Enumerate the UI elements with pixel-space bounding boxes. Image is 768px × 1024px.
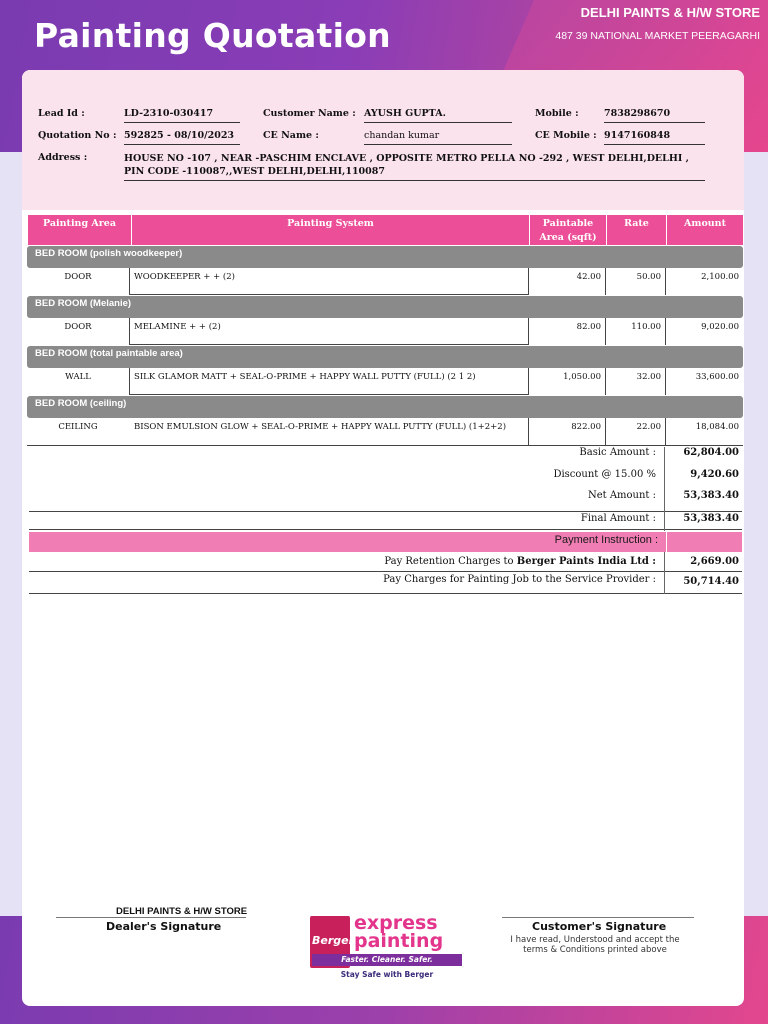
- divider: [528, 268, 529, 295]
- retention-company: Berger Paints India Ltd :: [516, 556, 656, 567]
- logo-painting-text: painting: [354, 930, 444, 952]
- row-sqft: 42.00: [576, 272, 601, 282]
- divider: [29, 529, 742, 530]
- divider: [664, 447, 665, 531]
- store-address: 487 39 NATIONAL MARKET PEERAGARHI: [555, 30, 760, 42]
- row-system: SILK GLAMOR MATT + SEAL-O-PRIME + HAPPY WALL PUTTY (FULL) (2 1 2): [134, 372, 476, 382]
- divider: [29, 593, 742, 594]
- row-area: WALL: [65, 372, 91, 382]
- net-amount-value: 53,383.40: [683, 490, 739, 501]
- basic-amount-value: 62,804.00: [683, 447, 739, 458]
- store-name: DELHI PAINTS & H/W STORE: [580, 5, 760, 20]
- logo-tagline: Stay Safe with Berger: [340, 970, 434, 979]
- divider: [27, 445, 743, 446]
- ce-name-label: CE Name :: [263, 130, 319, 141]
- row-system: MELAMINE + + (2): [134, 322, 221, 332]
- lead-id-value: LD-2310-030417: [124, 108, 240, 123]
- lead-id-label: Lead Id :: [38, 108, 85, 119]
- row-sqft: 1,050.00: [563, 372, 601, 382]
- row-system: WOODKEEPER + + (2): [134, 272, 235, 282]
- final-amount-label: Final Amount :: [580, 513, 656, 524]
- row-rate: 110.00: [631, 322, 661, 332]
- mobile-value: 7838298670: [604, 108, 705, 123]
- col-rate: Rate: [606, 215, 666, 245]
- divider: [129, 294, 529, 295]
- divider: [664, 552, 665, 594]
- customer-name-value: AYUSH GUPTA.: [364, 108, 512, 123]
- section-header: BED ROOM (polish woodkeeper): [27, 246, 743, 268]
- ce-name-value: chandan kumar: [364, 130, 512, 145]
- row-rate: 22.00: [636, 422, 661, 432]
- row-sqft: 822.00: [571, 422, 601, 432]
- customer-signature-note: I have read, Understood and accept the terms & Conditions printed above: [510, 935, 680, 955]
- section-header: BED ROOM (Melanie): [27, 296, 743, 318]
- quotation-no-label: Quotation No :: [38, 130, 117, 141]
- table-row: [27, 268, 743, 295]
- quotation-no-value: 592825 - 08/10/2023: [124, 130, 240, 145]
- payment-bar-cell: [666, 532, 742, 552]
- col-amount: Amount: [666, 215, 743, 245]
- discount-value: 9,420.60: [690, 469, 739, 480]
- retention-label: [384, 556, 656, 567]
- divider: [129, 318, 130, 345]
- net-amount-label: Net Amount :: [587, 490, 656, 501]
- payment-instruction-bar: [29, 532, 742, 552]
- divider: [528, 318, 529, 345]
- divider: [528, 368, 529, 395]
- retention-value: 2,669.00: [690, 556, 739, 567]
- col-paintable-area: Paintable Area (sqft): [529, 215, 606, 245]
- basic-amount-label: Basic Amount :: [579, 447, 656, 458]
- address-line-2: PIN CODE -110087,,WEST DELHI,DELHI,110087: [124, 166, 385, 177]
- berger-logo-text: Berger: [312, 934, 355, 947]
- divider: [665, 268, 666, 295]
- right-margin: [744, 152, 768, 916]
- dealer-signature-label: Dealer's Signature: [106, 920, 222, 933]
- customer-signature-label: Customer's Signature: [532, 920, 667, 933]
- divider: [129, 368, 130, 395]
- divider: [605, 368, 606, 395]
- section-header: BED ROOM (ceiling): [27, 396, 743, 418]
- mobile-label: Mobile :: [535, 108, 579, 119]
- retention-prefix: Pay Retention Charges to: [384, 556, 517, 567]
- divider: [605, 318, 606, 345]
- divider: [528, 418, 529, 445]
- provider-value: 50,714.40: [683, 576, 739, 587]
- col-painting-area: Painting Area: [43, 218, 116, 229]
- divider: [29, 511, 742, 512]
- customer-signature-line: [502, 917, 694, 918]
- logo-express-text: express: [354, 912, 438, 934]
- left-margin: [0, 152, 22, 916]
- table-row: [27, 368, 743, 395]
- row-amount: 18,084.00: [695, 422, 739, 432]
- row-amount: 33,600.00: [695, 372, 739, 382]
- ce-mobile-label: CE Mobile :: [535, 130, 597, 141]
- row-area: CEILING: [58, 422, 98, 432]
- address-label: Address :: [38, 152, 88, 163]
- table-row: [27, 418, 743, 445]
- final-amount-value: 53,383.40: [683, 513, 739, 524]
- divider: [605, 418, 606, 445]
- ce-mobile-value: 9147160848: [604, 130, 705, 145]
- row-area: DOOR: [64, 272, 92, 282]
- customer-info-block: [22, 70, 744, 210]
- quotation-sheet: [22, 70, 744, 1006]
- berger-express-painting-logo: [310, 912, 464, 968]
- section-header: BED ROOM (total paintable area): [27, 346, 743, 368]
- divider: [129, 344, 529, 345]
- row-amount: 9,020.00: [701, 322, 739, 332]
- discount-label: Discount @ 15.00 %: [553, 469, 656, 480]
- address-value: [124, 152, 705, 181]
- page-title: Painting Quotation: [34, 16, 391, 55]
- row-rate: 32.00: [636, 372, 661, 382]
- row-rate: 50.00: [636, 272, 661, 282]
- row-sqft: 82.00: [576, 322, 601, 332]
- divider: [129, 394, 529, 395]
- customer-name-label: Customer Name :: [263, 108, 356, 119]
- address-line-1: HOUSE NO -107 , NEAR -PASCHIM ENCLAVE , OPPOSITE METRO PELLA NO -292 , WEST DELHI,DELHI ,: [124, 153, 689, 164]
- logo-slogan-strip: Faster. Cleaner. Safer.: [312, 954, 462, 966]
- row-area: DOOR: [64, 322, 92, 332]
- dealer-signature-line: [56, 917, 246, 918]
- divider: [605, 268, 606, 295]
- row-amount: 2,100.00: [701, 272, 739, 282]
- divider: [29, 571, 742, 572]
- divider: [665, 318, 666, 345]
- footer-store-name: DELHI PAINTS & H/W STORE: [116, 906, 248, 917]
- divider: [129, 268, 130, 295]
- col-painting-system: Painting System: [131, 215, 529, 245]
- provider-label: Pay Charges for Painting Job to the Service Provider :: [383, 574, 656, 585]
- divider: [665, 368, 666, 395]
- divider: [665, 418, 666, 445]
- table-row: [27, 318, 743, 345]
- row-system: BISON EMULSION GLOW + SEAL-O-PRIME + HAPPY WALL PUTTY (FULL) (1+2+2): [134, 422, 507, 432]
- payment-instruction-label: Payment Instruction :: [554, 534, 658, 546]
- table-header: [28, 215, 743, 245]
